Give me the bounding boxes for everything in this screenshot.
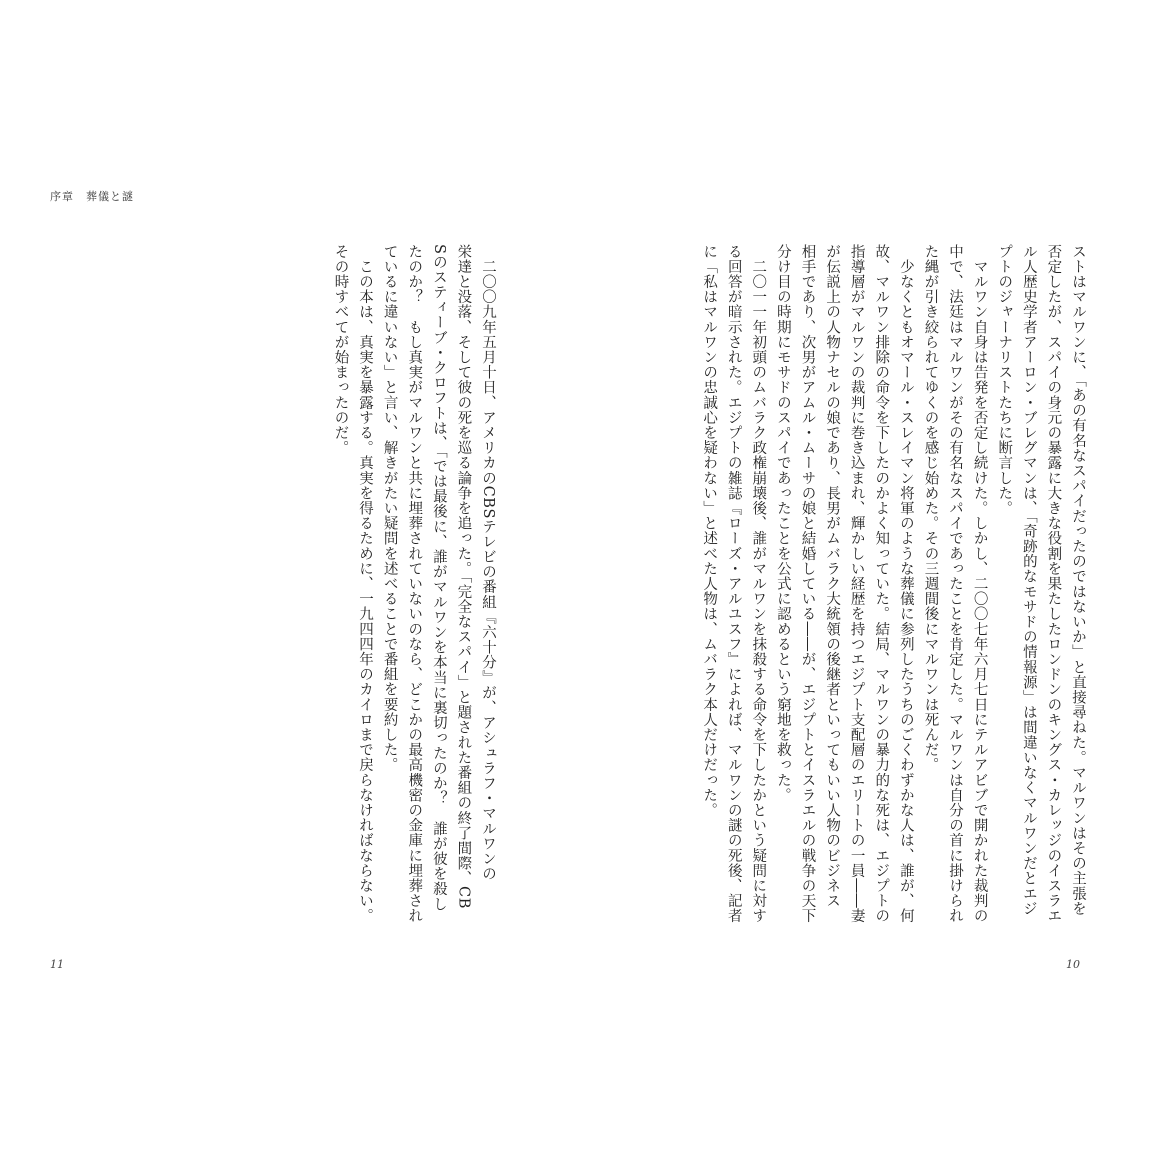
body-line: る回答が暗示された。エジプトの雑誌『ローズ・アルユスフ』によれば、マルワンの謎の死後、記者 xyxy=(725,244,742,924)
body-line: に「私はマルワンの忠誠心を疑わない」と述べた人物は、ムバラク本人だけだった。 xyxy=(701,244,718,818)
body-line: Sのスティーブ・クロフトは、「では最後に、誰がマルワンを本当に裏切ったのか？ 誰が彼を殺し xyxy=(430,244,447,912)
body-line: 指導層がマルワンの裁判に巻き込まれ、輝かしい経歴を持つエジプト支配層のエリートの一員――妻 xyxy=(848,244,865,924)
body-line: 二〇一一年初頭のムバラク政権崩壊後、誰がマルワンを抹殺する命令を下したかという疑問に対す xyxy=(750,244,767,924)
body-line: が伝説上の人物ナセルの娘であり、長男がムバラク大統領の後継者といってもいい人物のビジネス xyxy=(824,244,841,909)
body-line: たのか？ もし真実がマルワンと共に埋葬されていないのなら、どこかの最高機密の金庫に埋葬され xyxy=(406,244,423,924)
body-line: 二〇〇九年五月十日、アメリカのCBSテレビの番組『六十分』が、アシュラフ・マルワンの xyxy=(480,244,496,882)
page-number-right: 10 xyxy=(1066,958,1080,971)
body-line: 故、マルワン排除の命令を下したのかよく知っていた。結局、マルワンの暴力的な死は、エジプトの xyxy=(873,244,890,924)
body-line: 相手であり、次男がアムル・ムーサの娘と結婚している――が、エジプトとイスラエルの戦争の天下 xyxy=(799,244,816,924)
body-line: 分け目の時期にモサドのスパイであったことを公式に認めるという窮地を救った。 xyxy=(774,244,791,803)
body-line: た縄が引き絞られてゆくのを感じ始めた。その三週間後にマルワンは死んだ。 xyxy=(922,244,939,773)
body-line: ストはマルワンに、「あの有名なスパイだったのではないか」と直接尋ねた。マルワンはその主張を xyxy=(1070,244,1086,917)
right-page-body xyxy=(670,244,1090,924)
body-line: 否定したが、スパイの身元の暴露に大きな役割を果たしたロンドンのキングス・カレッジのイスラエ xyxy=(1045,244,1062,924)
body-line: マルワン自身は告発を否定し続けた。しかし、二〇〇七年六月七日にテルアビブで開かれた裁判の xyxy=(971,244,988,924)
left-page-body xyxy=(300,244,500,924)
body-line: 栄達と没落、そして彼の死を巡る論争を追った。「完全なスパイ」と題された番組の終了間際、CB xyxy=(455,244,472,909)
body-line: プトのジャーナリストたちに断言した。 xyxy=(996,244,1013,516)
body-line: ル人歴史学者アーロン・ブレグマンは、「奇跡的なモサドの情報源」は間違いなくマルワンだとエジ xyxy=(1020,244,1037,917)
body-line: 少なくともオマール・スレイマン将軍のような葬儀に参列したうちのごくわずかな人は、誰が、何 xyxy=(897,244,914,924)
body-line: 中で、法廷はマルワンがその有名なスパイであったことを肯定した。マルワンは自分の首に掛けられ xyxy=(947,244,964,924)
body-line: ているに違いない」と言い、解きがたい疑問を述べることで番組を要約した。 xyxy=(381,244,398,773)
page-number-left: 11 xyxy=(50,958,64,971)
body-line: その時すべてが始まったのだ。 xyxy=(332,244,349,456)
running-head: 序章 葬儀と謎 xyxy=(50,190,134,203)
body-line: この本は、真実を暴露する。真実を得るために、一九四四年のカイロまで戻らなければならない。 xyxy=(357,244,374,924)
